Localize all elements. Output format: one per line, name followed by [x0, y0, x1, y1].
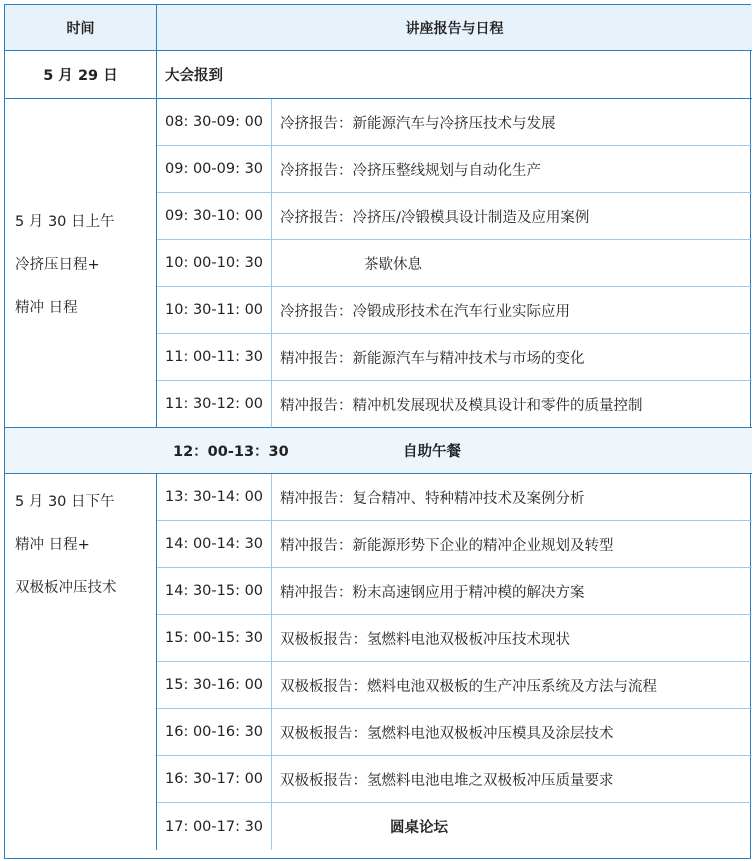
row-time: 09: 00-09: 30 [157, 146, 272, 193]
row-topic: 精冲报告：精冲机发展现状及模具设计和零件的质量控制 [272, 381, 752, 428]
lunch-time: 12：00-13：30 [173, 444, 289, 460]
row-time: 11: 00-11: 30 [157, 334, 272, 381]
row-time: 14: 30-15: 00 [157, 568, 272, 615]
session-line: 5 月 30 日上午 [15, 213, 115, 230]
session-line: 精冲 日程+ [15, 537, 90, 553]
row-time: 17: 00-17: 30 [157, 803, 272, 850]
lunch-row [5, 428, 752, 474]
row-time: 16: 00-16: 30 [157, 709, 272, 756]
session-line: 冷挤压日程+ [15, 256, 100, 273]
row-time: 10: 30-11: 00 [157, 287, 272, 334]
row-time: 14: 00-14: 30 [157, 521, 272, 568]
morning-session-label [5, 99, 157, 428]
row-topic: 双极板报告：氢燃料电池双极板冲压模具及涂层技术 [272, 709, 752, 756]
row-time: 08: 30-09: 00 [157, 99, 272, 146]
row-topic: 精冲报告：新能源汽车与精冲技术与市场的变化 [272, 334, 752, 381]
row-topic: 双极板报告：氢燃料电池双极板冲压技术现状 [272, 615, 752, 662]
agenda-table [4, 4, 751, 859]
session-line: 5 月 30 日下午 [15, 494, 115, 510]
afternoon-session-label [5, 474, 157, 850]
day1-event: 大会报到 [157, 51, 752, 99]
row-time: 16: 30-17: 00 [157, 756, 272, 803]
row-topic: 冷挤报告：冷锻成形技术在汽车行业实际应用 [272, 287, 752, 334]
header-agenda: 讲座报告与日程 [157, 5, 752, 51]
lunch-label: 自助午餐 [403, 444, 461, 460]
row-time: 10: 00-10: 30 [157, 240, 272, 287]
row-time: 09: 30-10: 00 [157, 193, 272, 240]
row-topic: 冷挤报告：冷挤压整线规划与自动化生产 [272, 146, 752, 193]
row-time: 11: 30-12: 00 [157, 381, 272, 428]
day1-date: 5 月 29 日 [5, 51, 157, 99]
row-time: 15: 30-16: 00 [157, 662, 272, 709]
row-topic: 冷挤报告：冷挤压/冷锻模具设计制造及应用案例 [272, 193, 752, 240]
session-line: 双极板冲压技术 [15, 580, 117, 596]
row-topic-break: 茶歇休息 [272, 240, 752, 287]
row-topic: 冷挤报告：新能源汽车与冷挤压技术与发展 [272, 99, 752, 146]
row-time: 15: 00-15: 30 [157, 615, 272, 662]
header-time: 时间 [5, 5, 157, 51]
row-topic: 精冲报告：粉末高速钢应用于精冲模的解决方案 [272, 568, 752, 615]
row-time: 13: 30-14: 00 [157, 474, 272, 521]
row-topic: 精冲报告：复合精冲、特种精冲技术及案例分析 [272, 474, 752, 521]
row-topic: 双极板报告：氢燃料电池电堆之双极板冲压质量要求 [272, 756, 752, 803]
row-topic: 精冲报告：新能源形势下企业的精冲企业规划及转型 [272, 521, 752, 568]
session-line: 精冲 日程 [15, 299, 78, 316]
row-topic: 双极板报告：燃料电池双极板的生产冲压系统及方法与流程 [272, 662, 752, 709]
row-topic-roundtable: 圆桌论坛 [390, 820, 448, 836]
